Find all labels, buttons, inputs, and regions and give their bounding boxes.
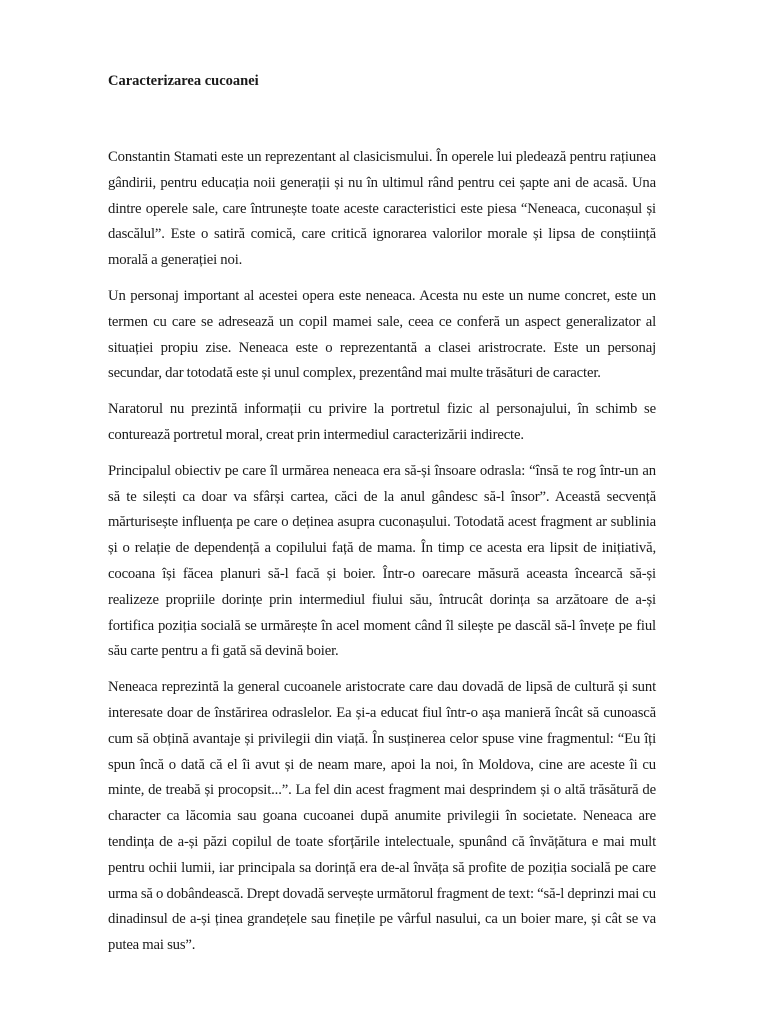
- document-title: Caracterizarea cucoanei: [108, 73, 259, 89]
- paragraph: Constantin Stamati este un reprezentant al clasicismului. În operele lui pledează pentru rațiunea gândirii, pentru educația noii generații și nu în ultimul rând pentru cei șapte ani de acasă. Una dintre operele sale, care întrunește toate aceste caracteristici este piesa “Neneaca, cuconașul și dascălul”. Este o satiră comică, care critică ignorarea valorilor morale și lipsa de conștiință morală a generației noi.: [108, 149, 656, 269]
- paragraph: Neneaca reprezintă la general cucoanele aristocrate care dau dovadă de lipsă de cultură și sunt interesate doar de înstărirea odraslelor. Ea și-a educat fiul într-o așa manieră încât să cunoască cum să obțină avantaje și privilegii din viață. În susținerea celor spuse vine fragmentul: “Eu îți spun încă o dată că el îi avut și de neam mare, apoi la noi, în Moldova, cine are aceste îi cu minte, de treabă și procopsit...”. La fel din acest fragment mai desprindem și o altă trăsătură de character ca lăcomia sau goana cucoanei după anumite privilegii în societate. Neneaca are tendința de a-și păzi copilul de toate sforțările intelectuale, spunând că învățătura e mai mult pentru ochii lumii, iar principala sa dorință era de-al învăța să profite de poziția socială pe care urma să o dobândească. Drept dovadă servește următorul fragment de text: “să-l deprinzi mai cu dinadinsul de a-și ținea grandețele sau finețile pe vârful nasului, ca un boier mare, și cât se va putea mai sus”.: [108, 679, 656, 954]
- paragraph: Naratorul nu prezintă informații cu privire la portretul fizic al personajului, în schimb se conturează portretul moral, creat prin intermediul caracterizării indirecte.: [108, 401, 656, 443]
- document-body: [108, 145, 656, 969]
- paragraph: Principalul obiectiv pe care îl urmărea neneaca era să-și însoare odrasla: “însă te rog într-un an să te silești ca doar va sfârși cartea, căci de la anul gândesc să-l însor”. Această secvență mărturisește influența pe care o deținea asupra cuconașului. Totodată acest fragment ar sublinia și o relație de dependență a copilului față de mama. În timp ce acesta era lipsit de inițiativă, cocoana își făcea planuri să-l facă și boier. Într-o oarecare măsură aceasta încearcă să-și realizeze propriile dorințe prin intermediul fiului său, întrucât dorința sa arzătoare de a-și fortifica poziția socială se urmărește în acel moment când îl silește pe dascăl să-l învețe pe fiul său carte pentru a fi gată să devină boier.: [108, 462, 656, 660]
- paragraph: Un personaj important al acestei opera este neneaca. Acesta nu este un nume concret, este un termen cu care se adresează un copil mamei sale, ceea ce conferă un aspect generalizator al situației propiu zise. Neneaca este o reprezentantă a clasei aristrocrate. Este un personaj secundar, dar totodată este și unul complex, prezentând mai multe trăsături de caracter.: [108, 287, 656, 382]
